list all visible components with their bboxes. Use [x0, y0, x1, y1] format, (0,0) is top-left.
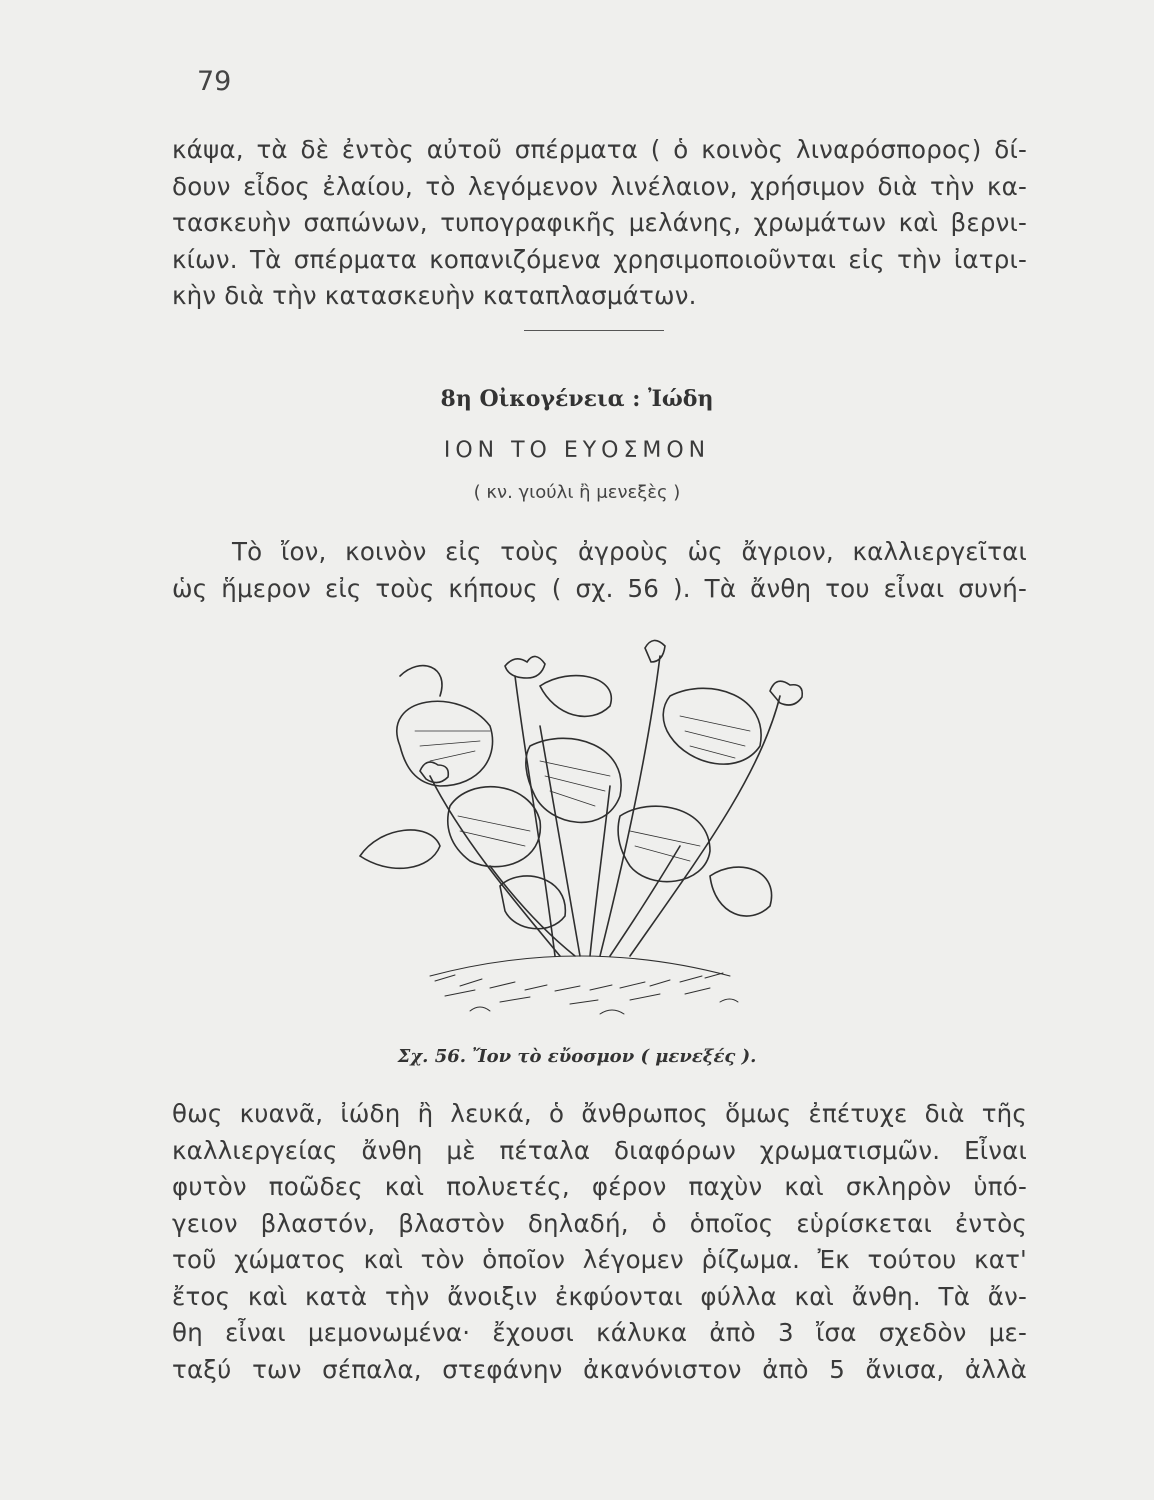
text-line: φυτὸν ποῶδες καὶ πολυετές, φέρον παχὺν καὶ σκληρὸν ὑπό- — [172, 1172, 1027, 1201]
text-line: κάψα, τὰ δὲ ἐντὸς αὐτοῦ σπέρματα ( ὁ κοινὸς λιναρόσπορος) δί- — [172, 135, 1027, 164]
text-line: θη εἶναι μεμονωμένα· ἔχουσι κάλυκα ἀπὸ 3 ἴσα σχεδὸν με- — [172, 1318, 1027, 1347]
figure-caption: Σχ. 56. Ἴον τὸ εὔοσμον ( μενεξές ). — [397, 1046, 757, 1067]
middle-paragraph — [172, 534, 1027, 607]
violet-plant-icon — [340, 636, 820, 1026]
text-line: γειον βλαστόν, βλαστὸν δηλαδή, ὁ ὁποῖος εὑρίσκεται ἐντὸς — [172, 1208, 1027, 1238]
page-number: 79 — [197, 66, 232, 97]
common-names: ( κν. γιούλι ἢ μενεξὲς ) — [473, 482, 681, 503]
text-line: ταξύ των σέπαλα, στεφάνην ἀκανόνιστον ἀπὸ 5 ἄνισα, ἀλλὰ — [172, 1354, 1027, 1384]
family-heading: 8η Οἰκογένεια : Ἰώδη — [440, 386, 714, 412]
species-heading: ΙΟΝ ΤΟ ΕΥΟΣΜΟΝ — [443, 438, 711, 463]
text-line: δουν εἶδος ἐλαίου, τὸ λεγόμενον λινέλαιον, χρήσιμον διὰ τὴν κα- — [172, 171, 1027, 201]
text-line: κίων. Τὰ σπέρματα κοπανιζόμενα χρησιμοποιοῦνται εἰς τὴν ἰατρι- — [172, 244, 1027, 274]
text-line: κὴν διὰ τὴν κατασκευὴν καταπλασμάτων. — [172, 281, 697, 310]
text-line: Τὸ ἴον, κοινὸν εἰς τοὺς ἀγροὺς ὡς ἄγριον, καλλιεργεῖται — [232, 537, 1027, 566]
text-line: τοῦ χώματος καὶ τὸν ὁποῖον λέγομεν ῥίζωμα. Ἐκ τούτου κατ' — [172, 1245, 1027, 1274]
text-line: ὡς ἥμερον εἰς τοὺς κήπους ( σχ. 56 ). Τὰ ἄνθη του εἶναι συνή- — [172, 573, 1027, 603]
text-line: καλλιεργείας ἄνθη μὲ πέταλα διαφόρων χρωματισμῶν. Εἶναι — [172, 1135, 1027, 1165]
section-divider — [524, 330, 664, 331]
text-line: θως κυανᾶ, ἰώδη ἢ λευκά, ὁ ἄνθρωπος ὅμως ἐπέτυχε διὰ τῆς — [172, 1099, 1027, 1128]
body-paragraph — [172, 1096, 1027, 1388]
text-line: τασκευὴν σαπώνων, τυπογραφικῆς μελάνης, χρωμάτων καὶ βερνι- — [172, 208, 1027, 237]
text-line: ἔτος καὶ κατὰ τὴν ἄνοιξιν ἐκφύονται φύλλα καὶ ἄνθη. Τὰ ἄν- — [172, 1281, 1027, 1311]
intro-paragraph — [172, 132, 1027, 315]
violet-plant-illustration — [340, 636, 820, 1026]
